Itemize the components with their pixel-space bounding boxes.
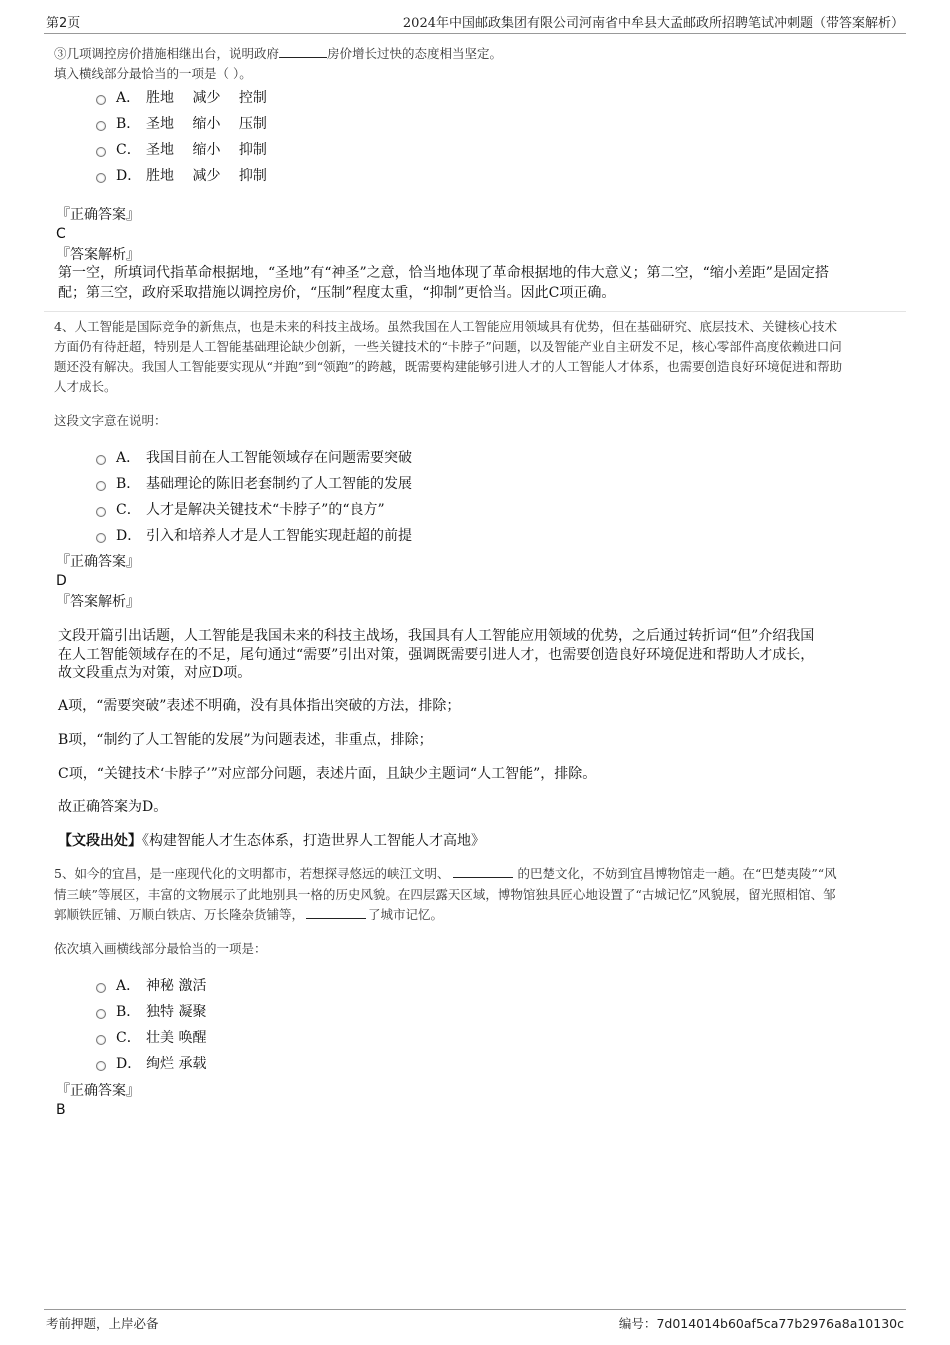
q5-blank-2 [306, 906, 366, 919]
radio-icon[interactable] [96, 455, 106, 465]
q4-exclude-c: C项，“关键技术‘卡脖子’”对应部分问题，表述片面，且缺少主题词“人工智能”，排除。 [58, 766, 597, 782]
radio-icon[interactable] [96, 1035, 106, 1045]
option-letter: A． [116, 90, 141, 106]
option-letter: D． [116, 1056, 142, 1072]
footer-slogan: 考前押题，上岸必备 [46, 1316, 159, 1331]
option-letter: B． [116, 476, 141, 492]
q4-passage-line-1: 4、人工智能是国际竞争的新焦点，也是未来的科技主战场。虽然我国在人工智能应用领域具有优势，但在基础研究、底层技术、关键核心技术 [54, 319, 837, 334]
q5-blank-1 [453, 865, 513, 878]
q4-analysis-line-1: 文段开篇引出话题，人工智能是我国未来的科技主战场，我国具有人工智能应用领域的优势，之后通过转折词“但”介绍我国 [58, 628, 815, 644]
q5-passage-line-1 [54, 863, 837, 885]
option-text: 壮美 唤醒 [146, 1030, 207, 1046]
option-letter: C． [116, 502, 141, 518]
option-text: 人才是解决关键技术“卡脖子”的“良方” [146, 502, 385, 518]
q3-analysis-label: 『答案解析』 [56, 247, 140, 263]
page-number: 第2页 [46, 16, 81, 31]
q4-exclude-a: A项，“需要突破”表述不明确，没有具体指出突破的方法，排除； [58, 698, 461, 714]
option-letter: D． [116, 168, 142, 184]
option-text: 胜地 减少 抑制 [146, 168, 267, 184]
q3-analysis-line-1: 第一空，所填词代指革命根据地，“圣地”有“神圣”之意，恰当地体现了革命根据地的伟大意义；第二空，“缩小差距”是固定搭 [58, 265, 829, 281]
header-divider [44, 33, 906, 34]
q3-answer: C [56, 226, 66, 242]
footer-code-label: 编号： [618, 1316, 657, 1331]
q4-option-a[interactable] [96, 446, 412, 468]
radio-icon[interactable] [96, 1061, 106, 1071]
radio-icon[interactable] [96, 95, 106, 105]
footer-code [619, 1314, 904, 1332]
option-text: 圣地 缩小 抑制 [146, 142, 267, 158]
q4-passage-line-3: 题还没有解决。我国人工智能要实现从“并跑”到“领跑”的跨越，既需要构建能够引进人才的人工智能人才体系，也需要创造良好环境促进和帮助 [54, 359, 843, 374]
footer-code-value: 7d014014b60af5ca77b2976a8a10130c [656, 1316, 904, 1331]
q4-answer: D [56, 573, 67, 589]
option-text: 独特 凝聚 [146, 1004, 207, 1020]
q5-line3-part-a: 郭顺铁匠铺、万顺白铁店、万长隆杂货铺等， [54, 907, 305, 922]
option-letter: B． [116, 116, 141, 132]
section-divider [44, 311, 906, 312]
radio-icon[interactable] [96, 1009, 106, 1019]
q5-line1-part-a: 5、如今的宜昌，是一座现代化的文明都市，若想探寻悠远的峡江文明、 [54, 866, 450, 881]
q3-stem-part-a: ③几项调控房价措施相继出台，说明政府 [54, 46, 280, 61]
q5-option-a[interactable] [96, 974, 206, 996]
q4-analysis-line-3: 故文段重点为对策，对应D项。 [58, 665, 252, 681]
radio-icon[interactable] [96, 507, 106, 517]
option-letter: C． [116, 142, 141, 158]
q4-exclude-b: B项，“制约了人工智能的发展”为问题表述，非重点，排除； [58, 732, 433, 748]
q5-answer-label: 『正确答案』 [56, 1083, 140, 1099]
q4-answer-label: 『正确答案』 [56, 554, 140, 570]
q3-stem-part-b: 房价增长过快的态度相当坚定。 [327, 46, 503, 61]
option-text: 胜地 减少 控制 [146, 90, 267, 106]
radio-icon[interactable] [96, 147, 106, 157]
q4-option-b[interactable] [96, 472, 412, 494]
radio-icon[interactable] [96, 533, 106, 543]
radio-icon[interactable] [96, 983, 106, 993]
q3-blank [279, 45, 327, 58]
radio-icon[interactable] [96, 121, 106, 131]
q4-conclusion: 故正确答案为D。 [58, 799, 168, 815]
q5-passage-line-3 [54, 904, 443, 926]
q3-option-a[interactable] [96, 86, 267, 108]
option-text: 引入和培养人才是人工智能实现赶超的前提 [146, 528, 412, 544]
radio-icon[interactable] [96, 481, 106, 491]
option-letter: D． [116, 528, 142, 544]
q4-passage-line-2: 方面仍有待赶超，特别是人工智能基础理论缺少创新，一些关键技术的“卡脖子”问题，以及智能产业自主研发不足，核心零部件高度依赖进口问 [54, 339, 842, 354]
q3-stem [54, 43, 502, 65]
option-text: 圣地 缩小 压制 [146, 116, 267, 132]
q3-analysis-line-2: 配；第三空，政府采取措施以调控房价，“压制”程度太重，“抑制”更恰当。因此C项正确。 [58, 285, 616, 301]
q5-prompt: 依次填入画横线部分最恰当的一项是： [54, 941, 267, 956]
q5-passage-line-2: 情三峡”等展区，丰富的文物展示了此地别具一格的历史风貌。在四层露天区域，博物馆独具匠心地设置了“古城记忆”风貌展，留光照相馆、邹 [54, 887, 836, 902]
q5-line3-part-b: 了城市记忆。 [368, 907, 444, 922]
option-letter: B． [116, 1004, 141, 1020]
option-letter: A． [116, 450, 141, 466]
radio-icon[interactable] [96, 173, 106, 183]
q4-analysis-label: 『答案解析』 [56, 594, 140, 610]
q5-option-b[interactable] [96, 1000, 206, 1022]
option-text: 绚烂 承载 [146, 1056, 207, 1072]
q3-option-b[interactable] [96, 112, 267, 134]
option-letter: C． [116, 1030, 141, 1046]
q4-option-c[interactable] [96, 498, 385, 520]
option-text: 基础理论的陈旧老套制约了人工智能的发展 [146, 476, 412, 492]
q4-analysis-line-2: 在人工智能领域存在的不足，尾句通过“需要”引出对策，强调既需要引进人才，也需要创造良好环境促进和帮助人才成长， [58, 647, 815, 663]
footer-divider [44, 1309, 906, 1310]
q5-line1-part-b: 的巴楚文化，不妨到宜昌博物馆走一趟。在“巴楚夷陵”“风 [517, 866, 837, 881]
q3-option-d[interactable] [96, 164, 267, 186]
document-title: 2024年中国邮政集团有限公司河南省中牟县大孟邮政所招聘笔试冲刺题（带答案解析） [402, 16, 904, 31]
q5-option-d[interactable] [96, 1052, 206, 1074]
q5-option-c[interactable] [96, 1026, 206, 1048]
q4-option-d[interactable] [96, 524, 412, 546]
q4-passage-line-4: 人才成长。 [54, 379, 117, 394]
option-letter: A． [116, 978, 141, 994]
q3-answer-label: 『正确答案』 [56, 207, 140, 223]
q3-prompt: 填入横线部分最恰当的一项是（ ）。 [54, 66, 252, 81]
q3-option-c[interactable] [96, 138, 267, 160]
source-label: 【文段出处】 [58, 833, 142, 849]
source-text: 《构建智能人才生态体系，打造世界人工智能人才高地》 [142, 833, 485, 849]
q4-source [58, 832, 485, 851]
q5-answer: B [56, 1102, 66, 1118]
option-text: 神秘 激活 [146, 978, 207, 994]
q4-prompt: 这段文字意在说明： [54, 413, 167, 428]
option-text: 我国目前在人工智能领域存在问题需要突破 [146, 450, 412, 466]
